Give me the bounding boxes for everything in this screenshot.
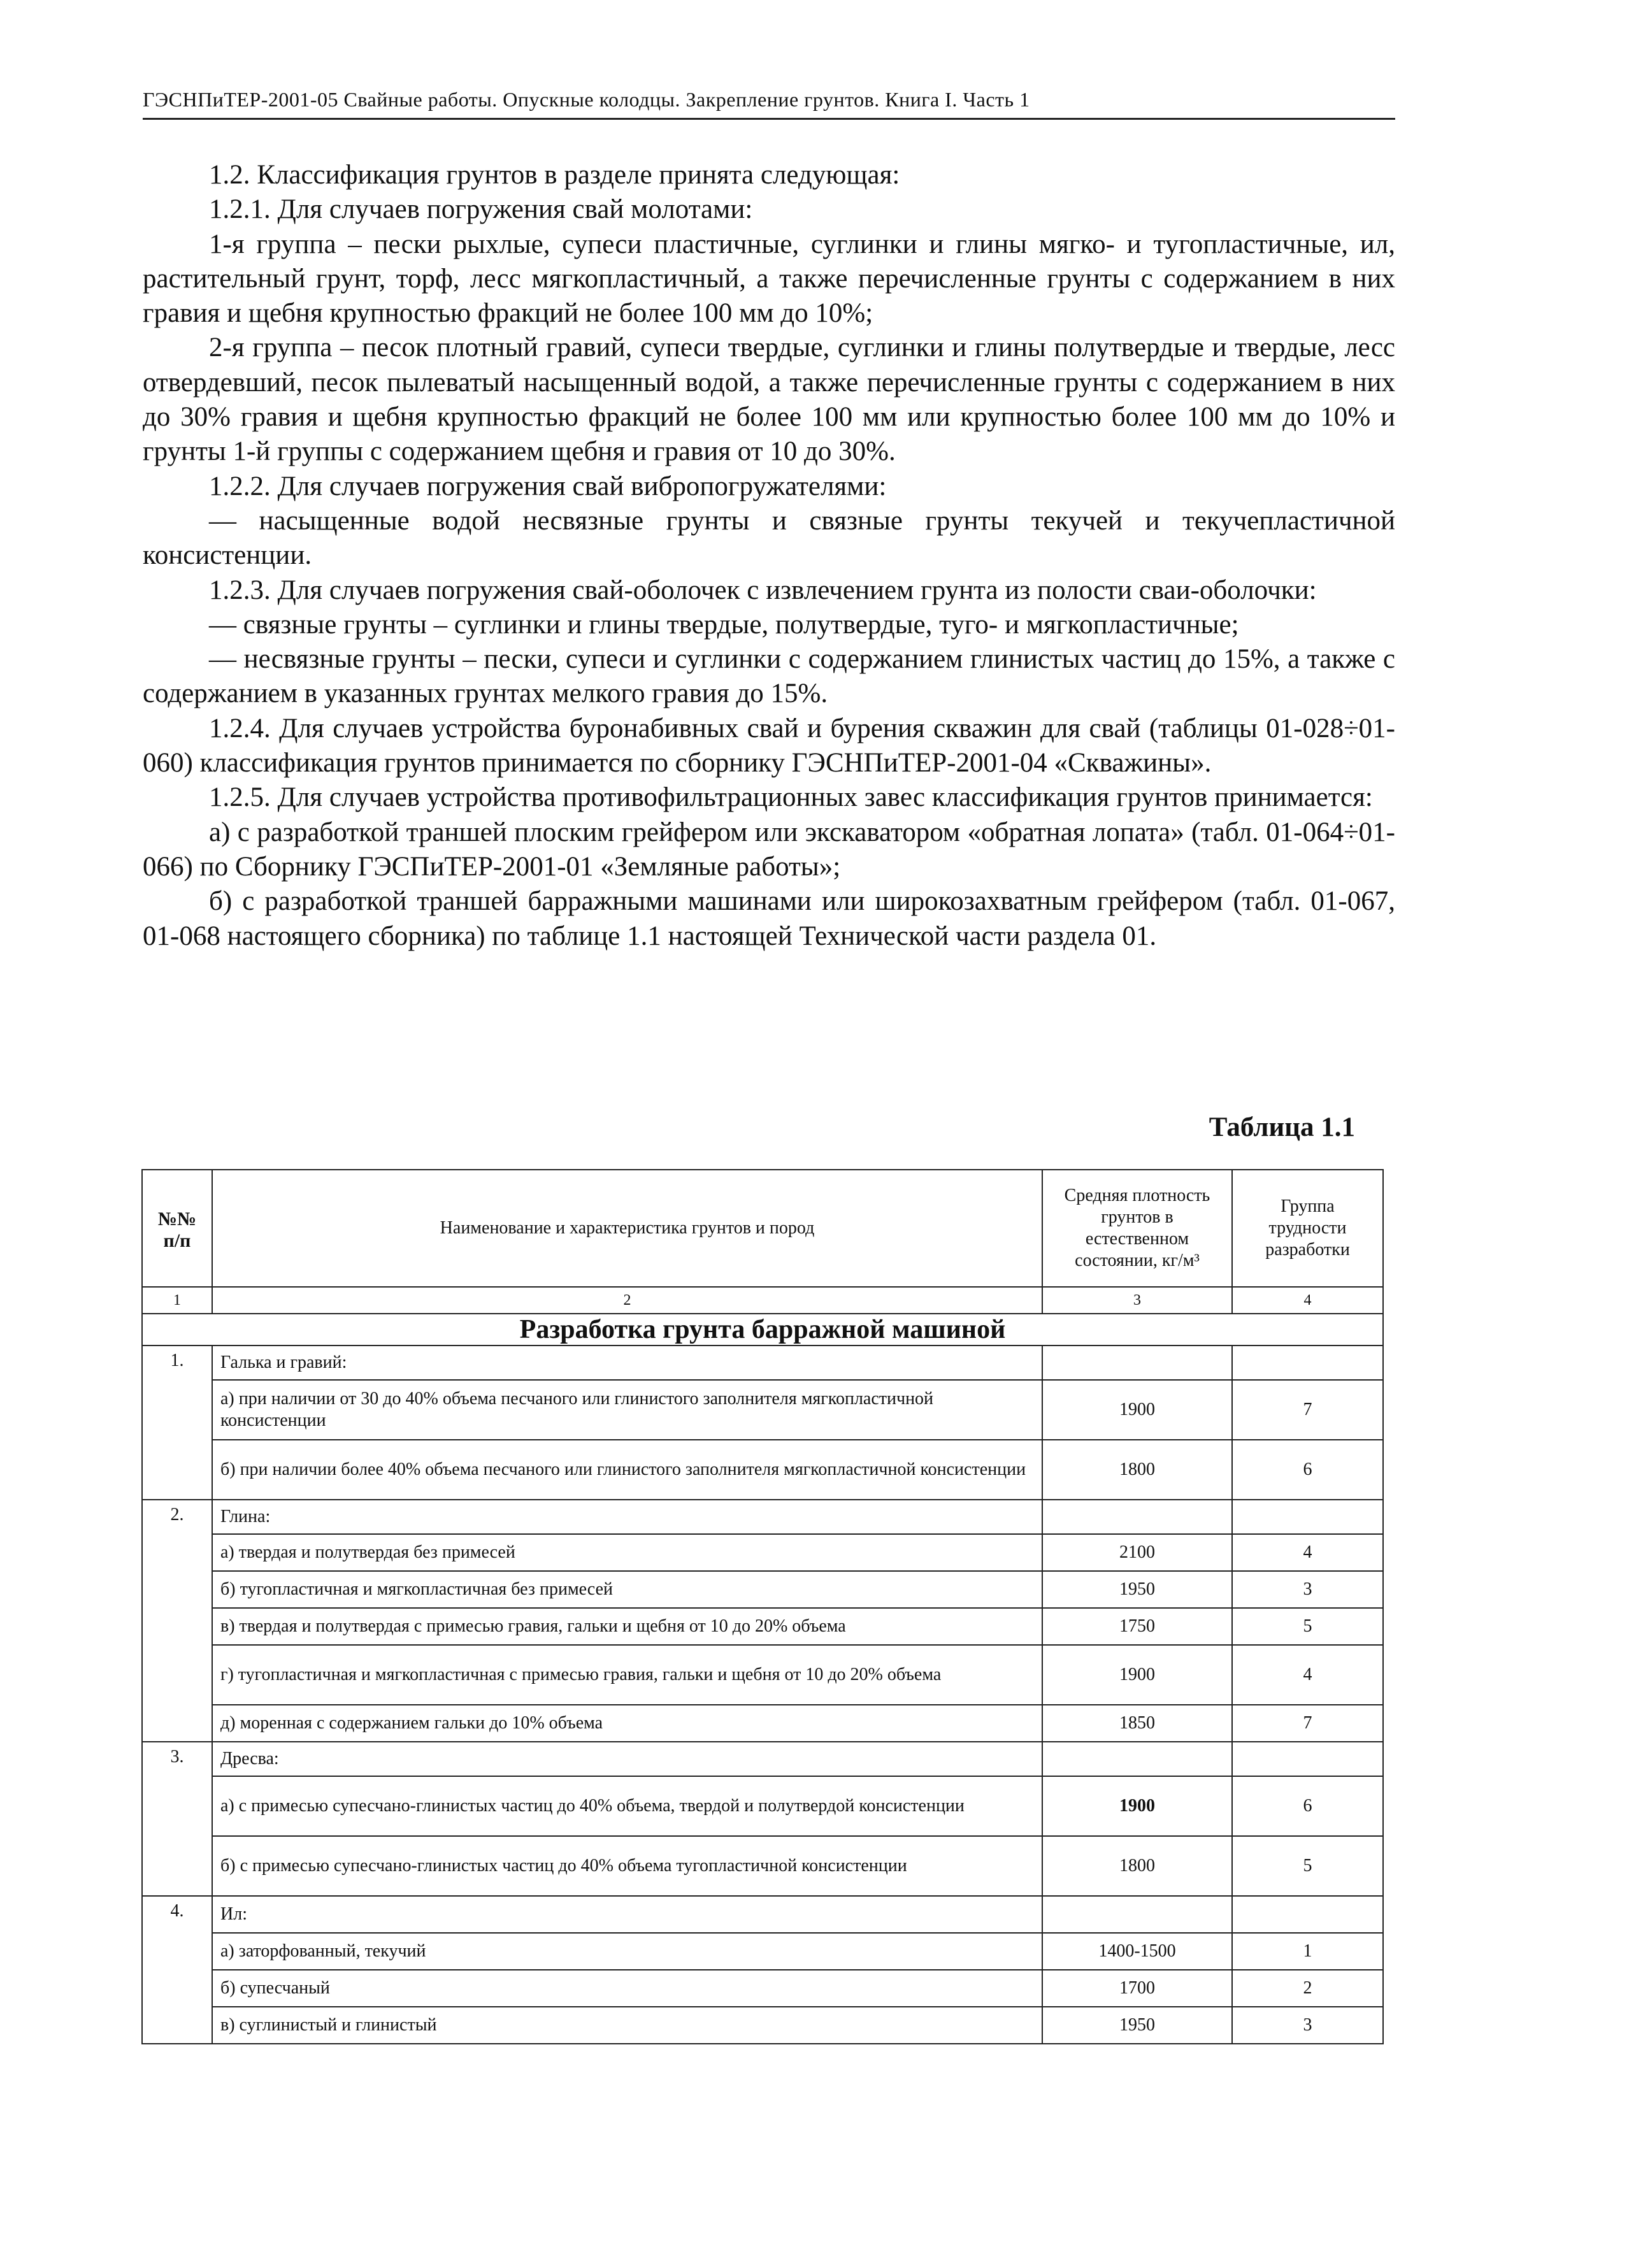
- group-title: Галька и гравий:: [212, 1346, 1042, 1380]
- header-num: №№ п/п: [142, 1170, 212, 1287]
- header-density: Средняя плотность грунтов в естественном состоянии, кг/м³: [1042, 1170, 1232, 1287]
- table-row: [142, 1645, 1383, 1705]
- density-value: 1800: [1042, 1836, 1232, 1896]
- group-title: Глина:: [212, 1500, 1042, 1534]
- row-number: 1.: [142, 1346, 212, 1500]
- difficulty-group: 6: [1232, 1776, 1383, 1836]
- group-title: Дресва:: [212, 1742, 1042, 1776]
- empty-cell: [1042, 1742, 1232, 1776]
- paragraph-1-2-2: 1.2.2. Для случаев погружения свай вибропогружателями:: [209, 471, 887, 501]
- soil-classification-table: [141, 1169, 1384, 2044]
- body-text: [143, 158, 1395, 954]
- column-number: 4: [1232, 1287, 1383, 1314]
- empty-cell: [1042, 1346, 1232, 1380]
- column-number: 2: [212, 1287, 1042, 1314]
- density-value: 1750: [1042, 1608, 1232, 1645]
- soil-name: в) суглинистый и глинистый: [212, 2007, 1042, 2044]
- soil-name: а) заторфованный, текучий: [212, 1933, 1042, 1970]
- empty-cell: [1042, 1896, 1232, 1933]
- empty-cell: [1232, 1346, 1383, 1380]
- density-value: 1950: [1042, 2007, 1232, 2044]
- section-row: [142, 1314, 1383, 1346]
- table-row: [142, 1776, 1383, 1836]
- soil-name: в) твердая и полутвердая с примесью гравия, гальки и щебня от 10 до 20% объема: [212, 1608, 1042, 1645]
- soil-name: б) при наличии более 40% объема песчаного или глинистого заполнителя мягкопластичной консистенции: [212, 1440, 1042, 1500]
- density-value: 1900: [1042, 1645, 1232, 1705]
- table-row: [142, 1608, 1383, 1645]
- difficulty-group: 7: [1232, 1705, 1383, 1742]
- paragraph-option-a: а) с разработкой траншей плоским грейфером или экскаватором «обратная лопата» (табл. 01-064÷01-066) по Сборнику ГЭСПиТЕР-2001-01 «Земляные работы»;: [143, 817, 1395, 882]
- table-row: [142, 1970, 1383, 2007]
- table-group-row: [142, 1742, 1383, 1776]
- paragraph-1-2: 1.2. Классификация грунтов в разделе принята следующая:: [209, 160, 900, 190]
- table-row: [142, 1705, 1383, 1742]
- difficulty-group: 2: [1232, 1970, 1383, 2007]
- difficulty-group: 7: [1232, 1380, 1383, 1440]
- soil-name: б) с примесью супесчано-глинистых частиц до 40% объема тугопластичной консистенции: [212, 1836, 1042, 1896]
- soil-name: а) твердая и полутвердая без примесей: [212, 1534, 1042, 1571]
- density-value: 1850: [1042, 1705, 1232, 1742]
- paragraph-group-1: 1-я группа – пески рыхлые, супеси пластичные, суглинки и глины мягко- и тугопластичные, ил, растительный грунт, торф, лесс мягкопластичный, а также перечисленные грунты с содержанием в них гравия и щебня крупностью фракций не более 100 мм до 10%;: [143, 229, 1395, 329]
- paragraph-noncohesive: — несвязные грунты – пески, супеси и суглинки с содержанием глинистых частиц до 15%, а также с содержанием в указанных грунтах мелкого гравия до 15%.: [143, 644, 1395, 709]
- empty-cell: [1232, 1500, 1383, 1534]
- column-number: 3: [1042, 1287, 1232, 1314]
- difficulty-group: 1: [1232, 1933, 1383, 1970]
- density-value: 1900: [1042, 1380, 1232, 1440]
- difficulty-group: 3: [1232, 1571, 1383, 1608]
- soil-name: а) при наличии от 30 до 40% объема песчаного или глинистого заполнителя мягкопластичной консистенции: [212, 1380, 1042, 1440]
- paragraph-vibro-list: — насыщенные водой несвязные грунты и связные грунты текучей и текучепластичной консистенции.: [143, 505, 1395, 571]
- empty-cell: [1232, 1896, 1383, 1933]
- soil-name: д) моренная с содержанием гальки до 10% объема: [212, 1705, 1042, 1742]
- density-value: 1700: [1042, 1970, 1232, 2007]
- table-row: [142, 1380, 1383, 1440]
- column-number-row: [142, 1287, 1383, 1314]
- table-row: [142, 1440, 1383, 1500]
- density-value: 1900: [1042, 1776, 1232, 1836]
- table-row: [142, 1836, 1383, 1896]
- paragraph-cohesive: — связные грунты – суглинки и глины твердые, полутвердые, туго- и мягкопластичные;: [209, 609, 1239, 640]
- difficulty-group: 5: [1232, 1608, 1383, 1645]
- table-group-row: [142, 1896, 1383, 1933]
- soil-name: г) тугопластичная и мягкопластичная с примесью гравия, гальки и щебня от 10 до 20% объема: [212, 1645, 1042, 1705]
- density-value: 1950: [1042, 1571, 1232, 1608]
- page-header: ГЭСНПиТЕР-2001-05 Свайные работы. Опускные колодцы. Закрепление грунтов. Книга I. Часть 1: [143, 88, 1395, 120]
- difficulty-group: 4: [1232, 1534, 1383, 1571]
- density-value: 2100: [1042, 1534, 1232, 1571]
- paragraph-group-2: 2-я группа – песок плотный гравий, супеси твердые, суглинки и глины полутвердые и твердые, лесс отвердевший, песок пылеватый насыщенный водой, а также перечисленные грунты с содержанием в них до 30% гравия и щебня крупностью фракций не более 100 мм или крупностью более 100 мм до 10% и грунты 1-й группы с содержанием щебня и гравия от 10 до 30%.: [143, 333, 1395, 467]
- density-value: 1800: [1042, 1440, 1232, 1500]
- table-group-row: [142, 1346, 1383, 1380]
- table-row: [142, 1534, 1383, 1571]
- row-number: 4.: [142, 1896, 212, 2044]
- paragraph-1-2-4: 1.2.4. Для случаев устройства буронабивных свай и бурения скважин для свай (таблицы 01-028÷01-060) классификация грунтов принимается по сборнику ГЭСНПиТЕР-2001-04 «Скважины».: [143, 713, 1395, 779]
- difficulty-group: 4: [1232, 1645, 1383, 1705]
- soil-name: б) супесчаный: [212, 1970, 1042, 2007]
- difficulty-group: 5: [1232, 1836, 1383, 1896]
- column-number: 1: [142, 1287, 212, 1314]
- table-caption: Таблица 1.1: [1209, 1112, 1355, 1142]
- paragraph-1-2-1: 1.2.1. Для случаев погружения свай молотами:: [209, 194, 753, 225]
- paragraph-1-2-3: 1.2.3. Для случаев погружения свай-оболочек с извлечением грунта из полости сваи-оболочки:: [209, 575, 1317, 605]
- difficulty-group: 6: [1232, 1440, 1383, 1500]
- empty-cell: [1232, 1742, 1383, 1776]
- row-number: 2.: [142, 1500, 212, 1742]
- table-row: [142, 2007, 1383, 2044]
- table-group-row: [142, 1500, 1383, 1534]
- group-title: Ил:: [212, 1896, 1042, 1933]
- paragraph-1-2-5: 1.2.5. Для случаев устройства противофильтрационных завес классификация грунтов принимается:: [209, 782, 1373, 813]
- table-row: [142, 1571, 1383, 1608]
- table-header-row: [142, 1170, 1383, 1287]
- density-value: 1400-1500: [1042, 1933, 1232, 1970]
- row-number: 3.: [142, 1742, 212, 1896]
- empty-cell: [1042, 1500, 1232, 1534]
- soil-name: а) с примесью супесчано-глинистых частиц до 40% объема, твердой и полутвердой консистенции: [212, 1776, 1042, 1836]
- soil-name: б) тугопластичная и мягкопластичная без примесей: [212, 1571, 1042, 1608]
- difficulty-group: 3: [1232, 2007, 1383, 2044]
- header-group: Группа трудности разработки: [1232, 1170, 1383, 1287]
- table-row: [142, 1933, 1383, 1970]
- header-name: Наименование и характеристика грунтов и пород: [212, 1170, 1042, 1287]
- paragraph-option-b: б) с разработкой траншей барражными машинами или широкозахватным грейфером (табл. 01-067, 01-068 настоящего сборника) по таблице 1.1 настоящей Технической части раздела 01.: [143, 886, 1395, 951]
- section-title: Разработка грунта барражной машиной: [142, 1314, 1383, 1346]
